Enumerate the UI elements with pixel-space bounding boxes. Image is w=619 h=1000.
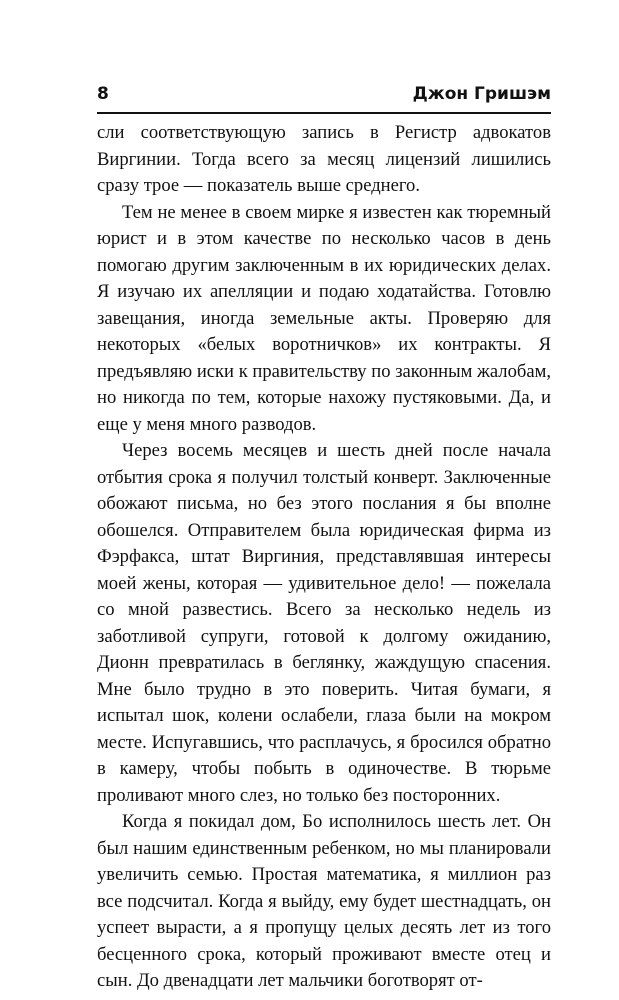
paragraph-continuation: сли соответствующую запись в Регистр адвокатов Виргинии. Тогда всего за месяц лицензий лишились сразу трое — показатель выше среднего. — [97, 122, 551, 196]
body-text — [97, 120, 551, 995]
page-header — [97, 84, 551, 108]
paragraph: Через восемь месяцев и шесть дней после начала отбытия срока я получил толстый конверт. Заключенные обожают письма, но без этого послания я бы вполне обошелся. Отправителем была юридическая фирма из Фэрфакса, штат Виргиния, представлявшая интересы моей жены, которая — удивительное дело! — пожелала со мной развестись. Всего за несколько недель из заботливой супруги, готовой к долгому ожиданию, Дионн превратилась в беглянку, жаждущую спасения. Мне было трудно в это поверить. Читая бумаги, я испытал шок, колени ослабели, глаза были на мокром месте. Испугавшись, что расплачусь, я бросился обратно в камеру, чтобы побыть в одиночестве. В тюрьме проливают много слез, но только без посторонних. — [97, 440, 551, 806]
page-number: 8 — [97, 84, 109, 104]
paragraph: Тем не менее в своем мирке я известен как тюремный юрист и в этом качестве по несколько часов в день помогаю другим заключенным в их юридических делах. Я изучаю их апелляции и подаю ходатайства. Готовлю завещания, иногда земельные акты. Проверяю для некоторых «белых воротничков» их контракты. Я предъявляю иски к правительству по законным жалобам, но никогда по тем, которые нахожу пустяковыми. Да, и еще у меня много разводов. — [97, 201, 551, 435]
paragraph: Когда я покидал дом, Бо исполнилось шесть лет. Он был нашим единственным ребенком, но мы планировали увеличить семью. Простая математика, я миллион раз все подсчитал. Когда я выйду, ему будет шестнадцать, он успеет вырасти, а я пропущу целых десять лет из того бесценного срока, который проживают вместе отец и сын. До двенадцати лет мальчики боготворят от- — [97, 811, 551, 991]
running-title: Джон Гришэм — [412, 84, 551, 104]
header-divider — [97, 112, 551, 114]
